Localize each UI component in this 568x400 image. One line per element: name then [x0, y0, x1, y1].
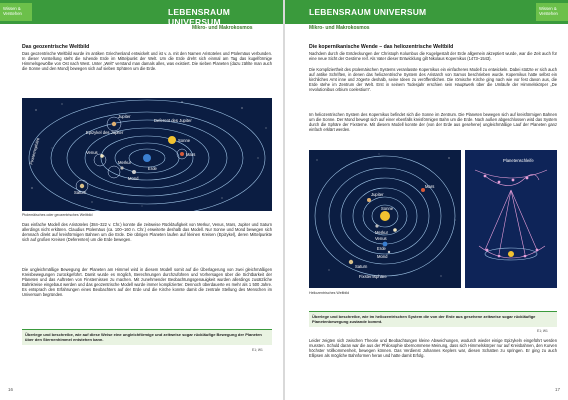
task-text: Überlege und beschreibe, wie auf diese Weise eine ungleichförmige und zeitweise sogar rückläufige Bewegung der Planeten über den Sternenhimmel entstehen kann.	[25, 332, 262, 342]
label-jupiter: Jupiter	[371, 192, 384, 197]
paragraph-1: Nachdem durch die Entdeckungen der Christoph Kolumbus die Kugelgestalt der Erde allgemein akzeptiert wurde, war die Zeit auch für eine neue Sicht der Gestirne reif. Als Vater dieser Entwicklung gilt Nikolaus Kopernikus (1473–1543).	[309, 51, 557, 62]
label-sonne: Sonne	[381, 206, 394, 211]
section-tab: Wissen & Verstehen	[0, 3, 32, 21]
task-text: Überlege und beschreibe, wie im heliozentrischen System die von der Erde aus gesehene zeitweise sogar rückläufige Planetenbewegung zustande kommt.	[312, 314, 536, 324]
task-box	[309, 311, 557, 327]
heliocentric-figure	[309, 150, 461, 288]
planetary-loop-diagram	[465, 150, 557, 288]
label-planetenschleife: Planetenschleife	[503, 158, 534, 163]
label-epizykel: Epizykel des Jupiter	[86, 130, 124, 135]
label-merkur: Merkur	[375, 230, 389, 235]
task-mark: E1; W1	[537, 329, 548, 333]
label-mond: Mond	[128, 176, 139, 181]
paragraph-2: Das einfache Modell des Aristoteles (384–322 v. Chr.) konnte die zeitweise Rückläufigkeit von Merkur, Venus, Mars, Jupiter und Saturn allerdings nicht erklären. Claudius Ptolemäus (ca. 100–160 n. Chr.) erweiterte deshalb das Modell. Nur Sonne und Mond bewegen sich demnach direkt auf kreisförmigen Bahnen um die Erde. Die übrigen Planeten laufen auf kleinen Kreisen (Epizykel), deren Mittelpunkte sich auf großen Kreisen (Deferenten) um die Erde bewegen.	[22, 222, 272, 243]
label-saturn: Saturn	[355, 264, 368, 269]
left-page	[0, 0, 283, 400]
figure-caption: Ptolemäisches oder geozentrisches Weltbild	[22, 213, 93, 217]
subchapter-title: Mikro- und Makrokosmos	[309, 25, 370, 31]
heliocentric-diagram	[309, 150, 461, 288]
label-erde: Erde	[377, 246, 386, 251]
geocentric-diagram	[22, 98, 272, 211]
sun-mark	[380, 211, 390, 221]
section-heading: Das geozentrische Weltbild	[22, 44, 90, 50]
label-venus: Venus	[375, 236, 387, 241]
label-sonne: Sonne	[178, 138, 191, 143]
label-merkur: Merkur	[118, 160, 132, 165]
intro-paragraph: Das geozentrische Weltbild wurde im antiken Griechenland entwickelt und ist v. a. mit den Namen Aristoteles und Ptolemäus verbunden. In dieser Vorstellung steht die ruhende Erde im Mittelpunkt der Welt. Um die Erde dreht sich einmal am Tag das kugelförmige Himmelsgewölbe von Ost nach West. Unter „Welt“ verstand man damals alles, was existiert. Die sieben Planeten (dazu zählte man auch die Sonne und den Mond) bewegen sich auf sieben Sphären um die Erde.	[22, 51, 272, 72]
subchapter-title: Mikro- und Makrokosmos	[192, 25, 253, 31]
section-heading: Die kopernikanische Wende – das heliozentrische Weltbild	[309, 44, 454, 50]
label-mars: Mars	[425, 184, 435, 189]
paragraph-3: Die ungleichmäßige Bewegung der Planeten am Himmel wird in diesem Modell somit auf die Überlagerung von zwei gleichmäßigen Kreisbewegungen zurückgeführt. Damit wurde es möglich, Berechnungen durchzuführen und Vorhersagen über die Sichtbarkeit der Planeten und das Auftreten von Finsternissen zu machen. Mit zunehmender Beobachtungsgenauigkeit wurden allerdings zusätzliche Bahnkreise eingebaut werden und das geozentrische Modell wurde immer komplizierter. Dennoch überdauerte es mehr als 1 500 Jahre. Es entsprach den Erfahrungen eines Beobachters auf der Erde und die Kirche konnte damit die zentrale Stellung des Menschen im Universum begründen.	[22, 267, 272, 298]
label-mond: Mond	[377, 254, 388, 259]
paragraph-3: Im heliozentrischen System des Kopernikus befindet sich die Sonne im Zentrum. Die Planeten bewegen sich auf kreisförmigen Bahnen um die Sonne. Der Mond bewegt sich auf einer ebenfalls kreisförmigen Bahn um die Erde. Nach außen abgeschlossen wird das System durch die Sphäre der Fixsterne. Mit diesem Modell konnte der (von der Erde aus gesehene) ungleichmäßige Lauf der Planeten ganz einfach erklärt werden.	[309, 112, 557, 133]
label-deferent: Deferent des Jupiter	[154, 118, 192, 123]
sun-mark	[168, 136, 176, 144]
label-jupiter: Jupiter	[118, 114, 131, 119]
earth-mark	[143, 154, 151, 162]
label-fixstern: Fixsternsphäre	[359, 274, 387, 279]
section-tab: Wissen & Verstehen	[536, 3, 568, 21]
figure-caption: Heliozentrisches Weltbild	[309, 291, 350, 295]
label-erde: Erde	[148, 166, 157, 171]
label-mars: Mars	[186, 152, 196, 157]
chapter-title: LEBENSRAUM UNIVERSUM	[309, 7, 427, 17]
planetary-loop-figure	[465, 150, 557, 288]
right-page	[285, 0, 568, 400]
task-mark: E1; W1	[252, 348, 263, 352]
label-fixstern: Fixsternsphäre	[28, 137, 41, 166]
paragraph-2: Die Kompliziertheit des ptolemäischen Systems veranlasste Kopernikus ein einfacheres Modell zu entwickeln. Dabei stützte er sich auch auf antike Schriften, in denen das heliozentrische System des Aristarch von Samos beschrieben wurde. Kopernikus hatte selbst ein kirchliches Amt inne und zögerte deshalb, seine Ideen zu veröffentlichen. Die römische Kirche ging nach wie vor fest davon aus, die Erde stehe im Zentrum der Welt. Erst in seinem Todesjahr erschien sein Hauptwerk über die Umläufe der Himmelskörper „De revolutionibus orbium coelestium“.	[309, 67, 557, 93]
page-number: 16	[8, 387, 14, 392]
page-number: 17	[554, 387, 560, 392]
chapter-title: LEBENSRAUM UNIVERSUM	[168, 7, 230, 27]
geocentric-figure	[22, 98, 272, 211]
label-saturn: Saturn	[74, 190, 87, 195]
paragraph-4: Leider zeigten sich zwischen Theorie und Beobachtungen kleine Abweichungen, wodurch wieder einige Epizykeln eingeführt werden mussten. Schuld daran war die aus der Philosophie übernommene Meinung, dass sich Himmelskörper nur auf Kreisbahnen, den Kurven höchster Vollkommenheit, bewegen können. Das Verdienst Johannes Keplers war, diesen Schatten zu springen. Er ging zu auch Ellipsen als mögliche Bahnformen heran und hatte damit Erfolg.	[309, 338, 557, 359]
task-box	[22, 329, 272, 345]
label-venus: Venus	[86, 150, 98, 155]
